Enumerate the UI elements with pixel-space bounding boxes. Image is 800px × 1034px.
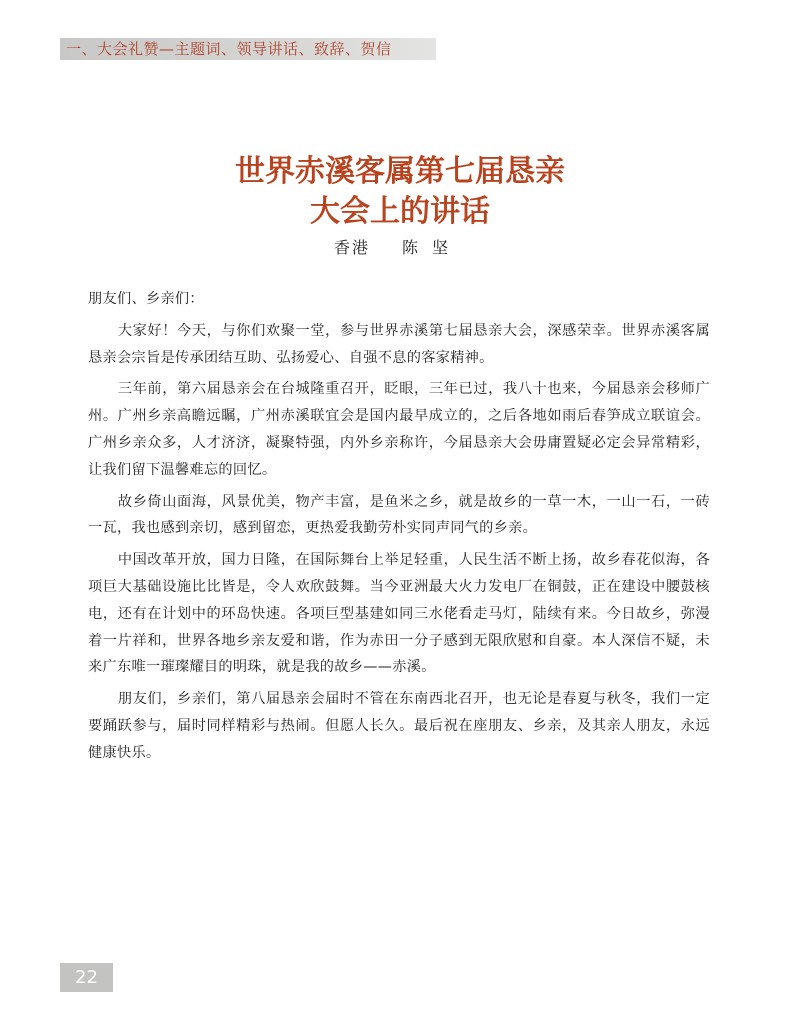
article-body: [88, 286, 710, 767]
article-title-line-1: 世界赤溪客属第七届恳亲: [235, 154, 565, 189]
paragraph-3: 故乡倚山面海，风景优美，物产丰富，是鱼米之乡，就是故乡的一草一木，一山一石，一砖一瓦，我也感到亲切，感到留恋，更热爱我勤劳朴实同声同气的乡亲。: [88, 493, 710, 537]
section-header-band: [60, 38, 436, 60]
author-name: 陈坚: [402, 238, 463, 257]
salutation: 朋友们、乡亲们：: [88, 291, 204, 307]
page-number-box: [60, 963, 113, 992]
paragraph-5: 朋友们，乡亲们，第八届恳亲会届时不管在东南西北召开，也无论是春夏与秋冬，我们一定要踊跃参与，届时同样精彩与热闹。但愿人长久。最后祝在座朋友、乡亲，及其亲人朋友，永远健康快乐。: [88, 691, 710, 761]
author-place: 香港: [334, 238, 371, 257]
section-header-label: 一、大会礼赞—主题词、领导讲话、致辞、贺信: [66, 40, 392, 58]
paragraph-2: 三年前，第六届恳亲会在台城隆重召开，眨眼，三年已过，我八十也来，今届恳亲会移师广州。广州乡亲高瞻远瞩，广州赤溪联宜会是国内最早成立的，之后各地如雨后春笋成立联谊会。广州乡亲众多，人才济济，凝聚特强，内外乡亲称许，今届恳亲大会毋庸置疑必定会异常精彩，让我们留下温馨难忘的回忆。: [88, 381, 710, 478]
article-title-line-2: 大会上的讲话: [310, 194, 490, 229]
page-number: 22: [75, 967, 98, 988]
paragraph-1: 大家好！今天，与你们欢聚一堂，参与世界赤溪第七届恳亲大会，深感荣幸。世界赤溪客属恳亲会宗旨是传承团结互助、弘扬爱心、自强不息的客家精神。: [88, 322, 710, 366]
paragraph-4: 中国改革开放，国力日隆，在国际舞台上举足轻重，人民生活不断上扬，故乡春花似海，各项巨大基础设施比比皆是，令人欢欣鼓舞。当今亚洲最大火力发电厂在铜鼓，正在建设中腰鼓核电，还有在计划中的环岛快速。各项巨型基建如同三水佬看走马灯，陆续有来。今日故乡，弥漫着一片祥和，世界各地乡亲友爱和谐，作为赤田一分子感到无限欣慰和自豪。本人深信不疑，未来广东唯一璀璨耀目的明珠，就是我的故乡——赤溪。: [88, 552, 710, 676]
